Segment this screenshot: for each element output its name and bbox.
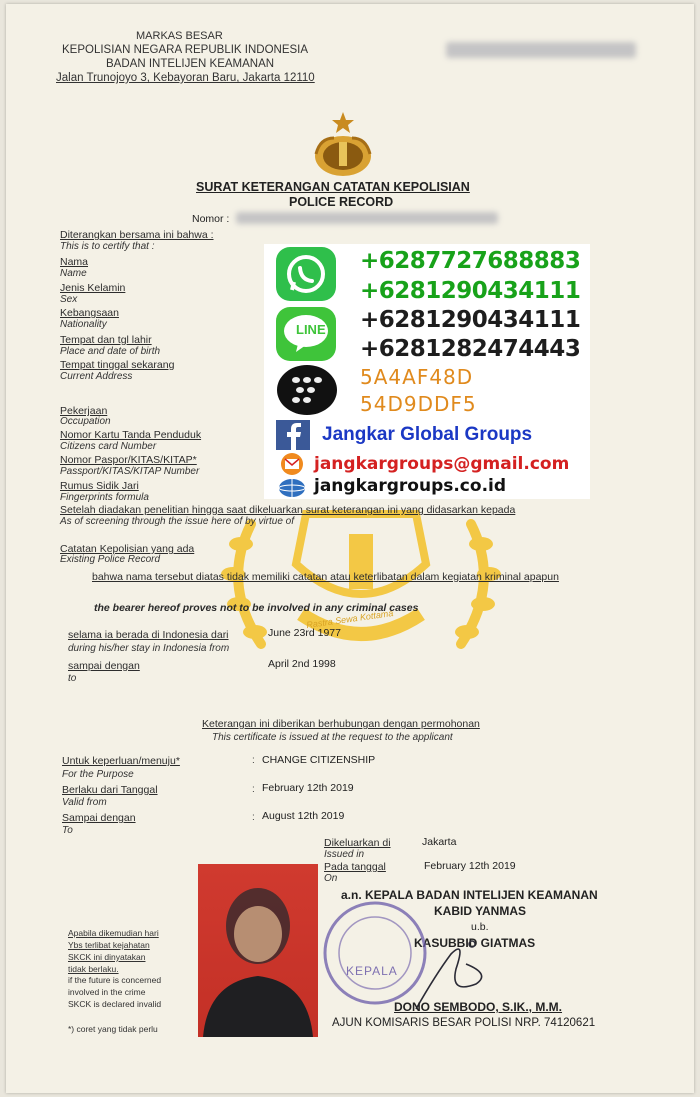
certify-label: Diterangkan bersama ini bahwa : <box>60 229 214 241</box>
field-sex-label: Jenis Kelamin <box>60 282 126 294</box>
phone-line-2: +6281282474443 <box>360 336 581 362</box>
header-address: Jalan Trunojoyo 3, Kebayoran Baru, Jakarta 12110 <box>56 72 315 84</box>
header-line-2: KEPOLISIAN NEGARA REPUBLIK INDONESIA <box>62 44 309 56</box>
record-label-en: Existing Police Record <box>60 554 161 565</box>
field-birth-en: Place and date of birth <box>60 346 161 357</box>
field-sex-en: Sex <box>60 294 78 305</box>
field-occupation-label: Pekerjaan <box>60 405 108 417</box>
screening-text: Setelah diadakan penelitian hingga saat dikeluarkan surat keterangan ini yang didasarkan kepada <box>60 504 516 516</box>
statement-text-en: the bearer hereof proves not to be involved in any criminal cases <box>94 602 419 614</box>
contact-ad-overlay <box>264 244 590 499</box>
redacted-document-number <box>236 212 498 224</box>
issued-at-label: Dikeluarkan di <box>324 837 391 849</box>
request-text: Keterangan ini diberikan berhubungan dengan permohonan <box>202 718 480 730</box>
stay-from-value: June 23rd 1977 <box>268 627 341 639</box>
field-nama-en: Name <box>60 268 87 279</box>
stamp-label: KEPALA <box>346 964 398 978</box>
website-globe-icon <box>278 478 306 498</box>
signature-line-4: KASUBBID GIATMAS <box>414 936 536 950</box>
email-icon <box>278 452 306 476</box>
phone-whatsapp-2: +6281290434111 <box>360 278 581 304</box>
field-nationality-label: Kebangsaan <box>60 307 119 319</box>
header-line-1: MARKAS BESAR <box>136 30 223 42</box>
signatory-rank: AJUN KOMISARIS BESAR POLISI NRP. 74120621 <box>332 1017 596 1029</box>
purpose-label: Untuk keperluan/menuju* <box>62 755 180 767</box>
stay-to-label: sampai dengan <box>68 660 140 672</box>
bbm-pin-2: 54D9DDF5 <box>360 392 477 416</box>
signature-line-2: KABID YANMAS <box>434 904 527 918</box>
applicant-photo <box>198 864 318 1037</box>
signature-line-3: u.b. <box>471 921 489 933</box>
field-address-en: Current Address <box>60 371 133 382</box>
valid-from-colon: : <box>252 784 255 795</box>
valid-from-value: February 12th 2019 <box>262 782 354 794</box>
request-text-en: This certificate is issued at the request to the applicant <box>212 732 453 743</box>
stay-from-en: during his/her stay in Indonesia from <box>68 643 230 654</box>
issued-at-en: Issued in <box>324 849 365 860</box>
valid-until-label: Sampai dengan <box>62 812 136 824</box>
note-line-4: tidak berlaku. <box>68 964 119 974</box>
police-emblem-icon <box>308 108 378 180</box>
blackberry-icon <box>276 364 338 416</box>
purpose-label-en: For the Purpose <box>62 769 134 780</box>
redacted-serial-number <box>446 42 636 58</box>
field-occupation-en: Occupation <box>60 416 111 427</box>
field-nationality-en: Nationality <box>60 319 107 330</box>
issued-on-label: Pada tanggal <box>324 861 386 873</box>
field-passport-label: Nomor Paspor/KITAS/KITAP* <box>60 454 197 466</box>
signature-line-1: a.n. KEPALA BADAN INTELIJEN KEAMANAN <box>341 888 598 902</box>
contact-email: jangkargroups@gmail.com <box>314 454 570 474</box>
document-page <box>6 4 694 1093</box>
field-fingerprint-label: Rumus Sidik Jari <box>60 480 139 492</box>
phone-line-1: +6281290434111 <box>360 307 581 333</box>
note-en-line-3: SKCK is declared invalid <box>68 999 162 1009</box>
bbm-pin-1: 5A4AF48D <box>360 365 474 389</box>
document-title: SURAT KETERANGAN CATATAN KEPOLISIAN <box>196 180 470 194</box>
valid-until-value: August 12th 2019 <box>262 810 345 822</box>
footnote: *) coret yang tidak perlu <box>68 1024 158 1034</box>
record-label: Catatan Kepolisian yang ada <box>60 543 195 555</box>
note-line-2: Ybs terlibat kejahatan <box>68 940 150 950</box>
valid-until-en: To <box>62 825 73 836</box>
certify-label-en: This is to certify that : <box>60 241 155 252</box>
note-line-3: SKCK ini dinyatakan <box>68 952 146 962</box>
whatsapp-icon <box>274 246 338 302</box>
watermark-motto: Rastra Sewa Kottama <box>305 607 394 631</box>
nomor-label: Nomor : <box>192 213 230 225</box>
valid-from-en: Valid from <box>62 797 107 808</box>
field-idcard-label: Nomor Kartu Tanda Penduduk <box>60 429 202 441</box>
police-watermark-icon <box>211 504 511 664</box>
stay-to-en: to <box>68 673 77 684</box>
field-nama-label: Nama <box>60 256 89 268</box>
note-en-line-1: if the future is concerned <box>68 975 162 985</box>
field-passport-en: Passport/KITAS/KITAP Number <box>60 466 200 477</box>
field-idcard-en: Citizens card Number <box>60 441 157 452</box>
screening-text-en: As of screening through the issue here of by virtue of <box>60 516 295 527</box>
field-birth-label: Tempat dan tgl lahir <box>60 334 152 346</box>
issued-at-value: Jakarta <box>422 836 457 848</box>
field-address-label: Tempat tinggal sekarang <box>60 359 175 371</box>
stay-from-label: selama ia berada di Indonesia dari <box>68 629 229 641</box>
phone-whatsapp-1: +6287727688883 <box>360 248 581 274</box>
purpose-value: CHANGE CITIZENSHIP <box>262 754 376 766</box>
line-app-label: LINE <box>296 322 326 337</box>
facebook-page-name: Jangkar Global Groups <box>322 424 533 445</box>
valid-until-colon: : <box>252 812 255 823</box>
note-en-line-2: involved in the crime <box>68 987 146 997</box>
note-line-1: Apabila dikemudian hari <box>68 928 159 938</box>
issued-on-value: February 12th 2019 <box>424 860 516 872</box>
facebook-icon <box>276 420 310 450</box>
document-title-en: POLICE RECORD <box>289 195 394 209</box>
field-fingerprint-en: Fingerprints formula <box>60 492 149 503</box>
issued-on-en: On <box>324 873 338 884</box>
purpose-colon: : <box>252 755 255 766</box>
valid-from-label: Berlaku dari Tanggal <box>62 784 158 796</box>
stay-to-value: April 2nd 1998 <box>268 658 336 670</box>
signatory-name: DONO SEMBODO, S.IK., M.M. <box>394 1000 563 1014</box>
statement-text: bahwa nama tersebut diatas tidak memiliki catatan atau keterlibatan dalam kegiatan kriminal apapun <box>92 571 559 583</box>
contact-website: jangkargroups.co.id <box>314 476 507 496</box>
header-line-3: BADAN INTELIJEN KEAMANAN <box>106 58 275 70</box>
